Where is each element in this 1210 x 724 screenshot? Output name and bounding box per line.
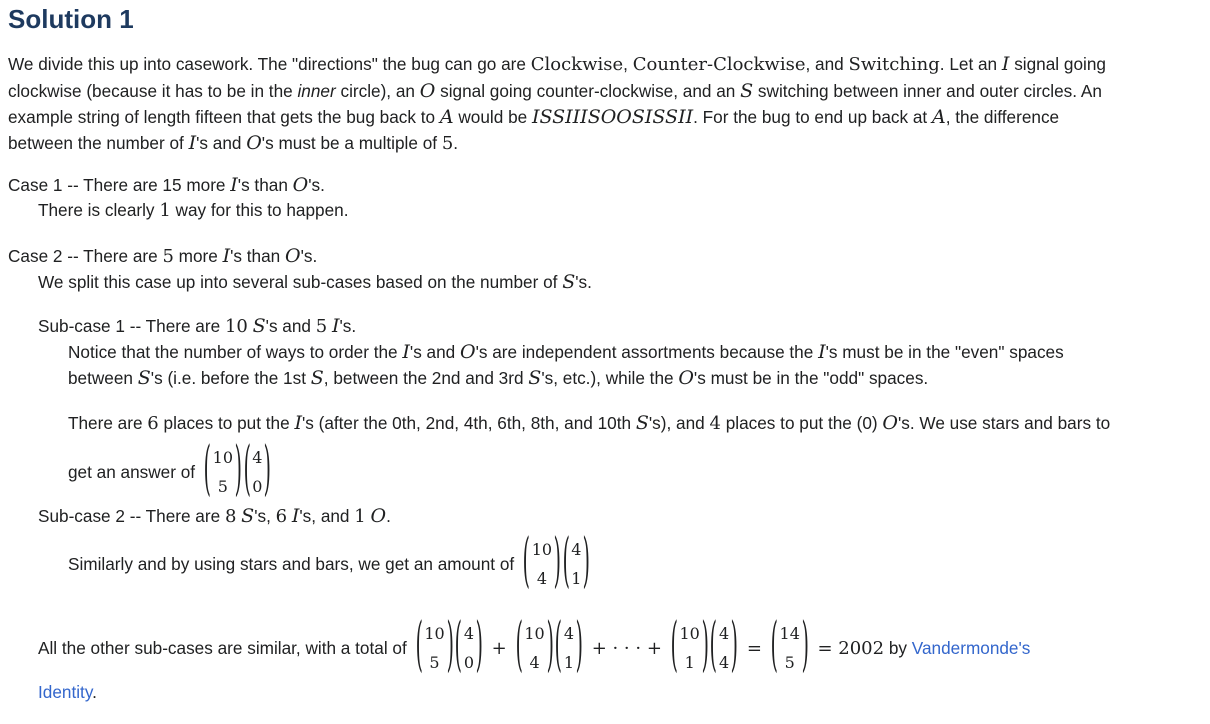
- math-num: 6: [275, 506, 288, 527]
- subcase1-line-1: [68, 341, 1064, 363]
- text: 's and: [196, 133, 247, 153]
- text: way for this to happen.: [170, 200, 349, 220]
- binom-top: 4: [563, 624, 575, 643]
- left-paren: (: [203, 436, 212, 505]
- math-num: 1: [354, 506, 366, 527]
- text: 's (after the 0th, 2nd, 4th, 6th, 8th, and 10th: [301, 413, 636, 433]
- text: , the difference: [945, 107, 1060, 127]
- math-num: 5: [162, 246, 174, 267]
- text: We split this case up into several sub-cases based on the number of: [38, 272, 563, 292]
- math-num: 5: [441, 133, 454, 154]
- math-var: I: [230, 174, 238, 196]
- text: signal going counter-clockwise, and an: [435, 81, 741, 101]
- text: There are: [68, 413, 148, 433]
- math-num: 8: [224, 506, 237, 527]
- text: by: [884, 637, 912, 658]
- text: 's.: [300, 246, 318, 266]
- left-paren: (: [670, 612, 678, 681]
- binomial: [709, 612, 739, 681]
- math-num: 10: [224, 316, 248, 337]
- math-var: S: [310, 367, 324, 389]
- math-var: A: [931, 106, 946, 128]
- binom-bottom: 5: [217, 477, 228, 496]
- binom-top: 4: [252, 448, 263, 467]
- text: 's, etc.), while the: [541, 368, 679, 388]
- text: signal going: [1009, 54, 1106, 74]
- math-clockwise: Clockwise: [530, 54, 624, 75]
- section-title: Solution 1: [8, 4, 134, 34]
- binomial: [562, 528, 591, 597]
- text: circle), an: [335, 81, 420, 101]
- text: 's. We use stars and bars to: [897, 413, 1111, 433]
- subcase1-line-3: [68, 412, 1110, 434]
- binom-stack: [570, 535, 582, 593]
- text: 's (i.e. before the 1st: [150, 368, 311, 388]
- text: more: [173, 246, 223, 266]
- math-var: O: [370, 505, 387, 527]
- text: get an answer of: [68, 461, 196, 482]
- summary-line-2: [38, 682, 97, 703]
- ellipsis-operator: + · · · +: [591, 637, 662, 659]
- math-var: I: [188, 132, 197, 154]
- left-paren: (: [522, 528, 531, 597]
- math-num: 4: [709, 413, 721, 434]
- math-var: S: [252, 315, 266, 337]
- text: clockwise (because it has to be in the: [8, 81, 298, 101]
- text: between the number of: [8, 133, 189, 153]
- right-paren: ): [553, 528, 562, 597]
- intro-paragraph: [8, 51, 1106, 157]
- text: places to put the: [158, 413, 295, 433]
- text: Sub-case 1 -- There are: [38, 316, 225, 336]
- text: , and: [805, 54, 849, 74]
- right-paren: ): [446, 612, 454, 681]
- binom-top: 4: [719, 624, 730, 643]
- binomial: [243, 436, 272, 505]
- text: 's, and: [299, 506, 355, 526]
- left-paren: (: [770, 612, 778, 681]
- right-paren: ): [730, 612, 739, 681]
- binom-top: 4: [463, 624, 475, 643]
- text: Sub-case 2 -- There are: [38, 506, 225, 526]
- case2-heading: [8, 245, 317, 267]
- intro-line-3: [8, 104, 1106, 130]
- text: 's are independent assortments because the: [475, 342, 819, 362]
- math-var: S: [740, 80, 754, 102]
- binom-bottom: 4: [719, 653, 730, 672]
- text: example string of length fifteen that gets the bug back to: [8, 107, 440, 127]
- plus-operator: +: [491, 637, 507, 659]
- math-var: O: [246, 132, 262, 154]
- text: .: [386, 506, 391, 526]
- binom-stack: [679, 619, 701, 677]
- intro-line-4: [8, 130, 1106, 157]
- binom-bottom: 0: [463, 653, 475, 672]
- binom-top: 10: [679, 624, 700, 643]
- text: 's), and: [648, 413, 710, 433]
- left-paren: (: [710, 612, 718, 681]
- binom-top: 14: [779, 624, 800, 643]
- binomial: [554, 612, 584, 681]
- text: between: [68, 368, 138, 388]
- text: We divide this up into casework. The "directions" the bug can go are: [8, 54, 531, 74]
- subcase1-line-2: [68, 367, 928, 389]
- text: .: [453, 133, 459, 153]
- binom-stack: [531, 535, 553, 593]
- math-counter-clockwise: Counter-Clockwise: [632, 54, 806, 75]
- identity-link[interactable]: Identity: [38, 682, 93, 702]
- text: Case 2 -- There are: [8, 246, 163, 266]
- case2-body: [38, 271, 592, 293]
- left-paren: (: [243, 436, 251, 505]
- math-var: S: [635, 412, 649, 434]
- binomial: [203, 436, 243, 505]
- binom-bottom: 4: [529, 653, 540, 672]
- math-var: O: [460, 341, 476, 363]
- binomial: [770, 612, 810, 681]
- text: 's must be a multiple of: [261, 133, 442, 153]
- subcase1-heading: [38, 315, 356, 337]
- intro-line-2: [8, 78, 1106, 104]
- text: 's.: [339, 316, 357, 336]
- result-value: = 2002: [817, 637, 885, 659]
- text: Notice that the number of ways to order the: [68, 342, 403, 362]
- text: would be: [453, 107, 532, 127]
- math-num: 6: [147, 413, 159, 434]
- math-var: O: [882, 412, 898, 434]
- right-paren: ): [701, 612, 709, 681]
- left-paren: (: [562, 528, 570, 597]
- binom-bottom: 1: [571, 569, 582, 588]
- text: ,: [623, 54, 633, 74]
- math-var: O: [419, 80, 436, 102]
- binom-stack: [463, 619, 475, 677]
- right-paren: ): [801, 612, 809, 681]
- text: There is clearly: [38, 200, 160, 220]
- math-var: I: [222, 245, 231, 267]
- math-var: S: [241, 505, 255, 527]
- math-var: S: [562, 271, 576, 293]
- binom-bottom: 1: [563, 653, 575, 672]
- right-paren: ): [234, 436, 242, 505]
- binom-stack: [423, 619, 445, 677]
- binom-bottom: 5: [429, 653, 440, 672]
- text: . Let an: [939, 54, 1002, 74]
- math-var: I: [291, 505, 300, 527]
- math-var: I: [332, 315, 340, 337]
- binom-bottom: 1: [684, 653, 695, 672]
- binom-top: 10: [424, 624, 445, 643]
- binomial: [415, 612, 455, 681]
- math-num: 5: [315, 316, 328, 337]
- vandermonde-link[interactable]: Vandermonde's: [911, 637, 1031, 658]
- binom-stack: [523, 619, 545, 677]
- text: 's than: [230, 246, 286, 266]
- left-paren: (: [554, 612, 563, 681]
- math-var: I: [1001, 53, 1010, 75]
- math-var: S: [137, 367, 151, 389]
- text: 's,: [254, 506, 276, 526]
- binomial: [454, 612, 484, 681]
- text: 's.: [575, 272, 592, 292]
- math-var: I: [402, 341, 410, 363]
- math-var: O: [292, 174, 309, 196]
- binomial: [515, 612, 555, 681]
- binom-bottom: 5: [784, 653, 795, 672]
- case1-heading: [8, 174, 325, 196]
- math-num: 1: [159, 200, 171, 221]
- summary-line: [38, 612, 1031, 681]
- text: places to put the (0): [720, 413, 883, 433]
- right-paren: ): [546, 612, 554, 681]
- binom-stack: [779, 619, 801, 677]
- binom-top: 10: [524, 624, 545, 643]
- binom-bottom: 0: [252, 477, 263, 496]
- text: switching between inner and outer circles. An: [753, 81, 1102, 101]
- equals-operator: =: [746, 637, 762, 659]
- math-var: A: [439, 106, 454, 128]
- text: 's.: [308, 175, 325, 195]
- text: Case 1 -- There are 15 more: [8, 175, 231, 195]
- right-paren: ): [264, 436, 272, 505]
- binom-stack: [212, 443, 234, 501]
- text: 's must be in the "odd" spaces.: [693, 368, 929, 388]
- binom-stack: [563, 619, 575, 677]
- math-var: I: [294, 412, 302, 434]
- subcase1-answer: [68, 436, 272, 505]
- case1-body: [38, 200, 348, 221]
- math-var: S: [528, 367, 542, 389]
- binom-top: 10: [212, 448, 234, 467]
- left-paren: (: [515, 612, 523, 681]
- binomial: [670, 612, 710, 681]
- binomial: [522, 528, 562, 597]
- math-string: ISSIIISOOSISSII: [531, 106, 694, 128]
- right-paren: ): [475, 612, 484, 681]
- text: Similarly and by using stars and bars, we get an amount of: [68, 553, 515, 574]
- text: , between the 2nd and 3rd: [323, 368, 529, 388]
- text: .: [92, 682, 97, 702]
- text: 's must be in the "even" spaces: [825, 342, 1064, 362]
- subcase2-heading: [38, 505, 391, 527]
- emphasis: inner: [297, 81, 336, 101]
- binom-stack: [718, 619, 730, 677]
- intro-line-1: [8, 51, 1106, 78]
- right-paren: ): [575, 612, 584, 681]
- text: 's and: [409, 342, 461, 362]
- left-paren: (: [454, 612, 463, 681]
- text: . For the bug to end up back at: [693, 107, 932, 127]
- right-paren: ): [583, 528, 591, 597]
- math-switching: Switching: [848, 54, 940, 75]
- text: All the other sub-cases are similar, with a total of: [38, 637, 407, 658]
- binom-bottom: 4: [536, 569, 548, 588]
- binom-top: 10: [531, 540, 553, 559]
- text: 's and: [265, 316, 316, 336]
- binom-stack: [251, 443, 263, 501]
- binom-top: 4: [571, 540, 582, 559]
- math-var: O: [285, 245, 301, 267]
- text: 's than: [237, 175, 293, 195]
- math-var: O: [678, 367, 694, 389]
- left-paren: (: [415, 612, 423, 681]
- math-var: I: [818, 341, 826, 363]
- subcase2-body: [68, 528, 591, 597]
